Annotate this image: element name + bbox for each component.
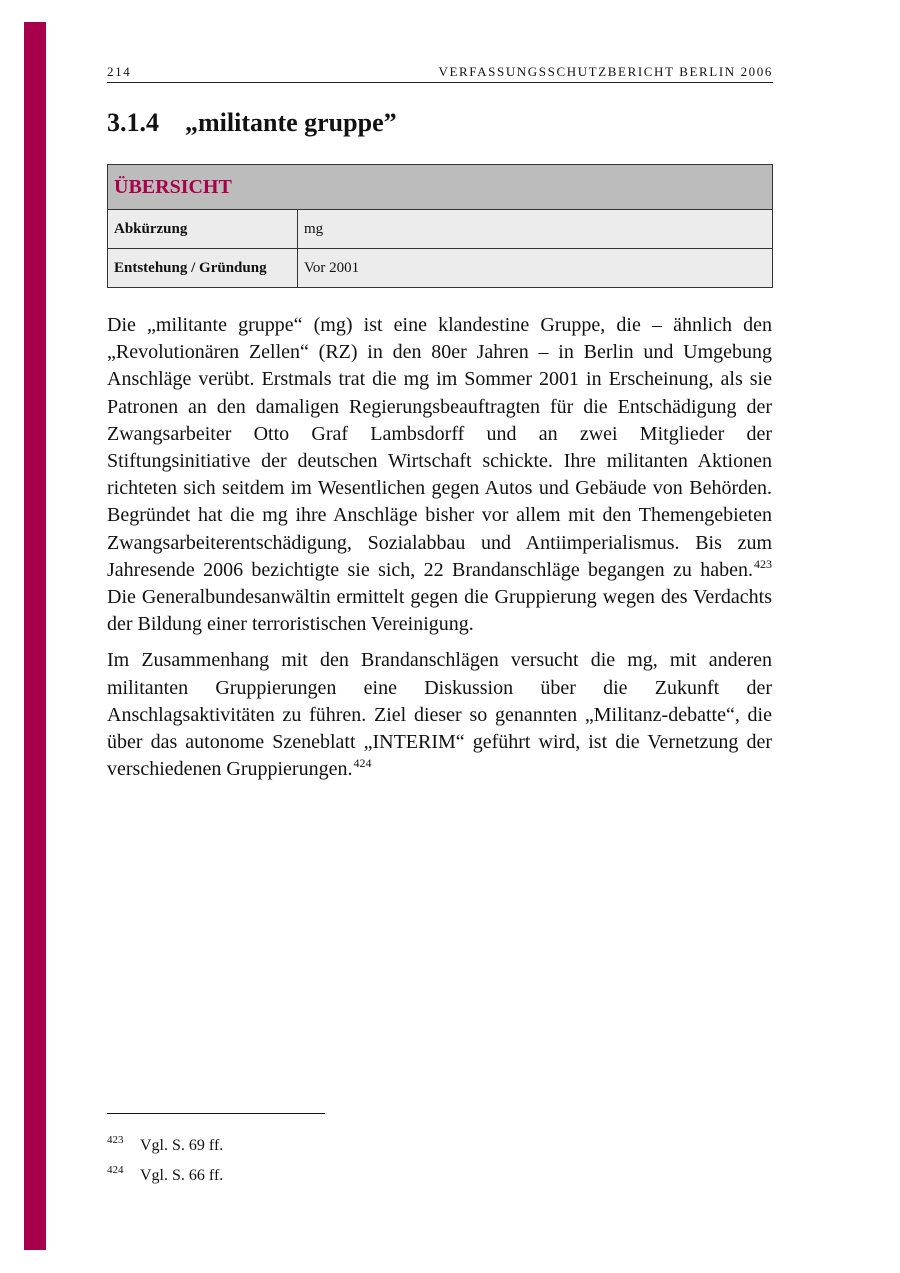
footnote-423: 423 Vgl. S. 69 ff.: [107, 1134, 224, 1154]
overview-value: mg: [304, 221, 324, 237]
footnote-424: 424 Vgl. S. 66 ff.: [107, 1164, 224, 1184]
page-number: 214: [107, 64, 132, 79]
footnote-text: Vgl. S. 69 ff.: [140, 1137, 224, 1154]
overview-table: [107, 164, 773, 288]
document-title: VERFASSUNGSSCHUTZBERICHT BERLIN 2006: [438, 64, 773, 79]
section-heading: [107, 108, 397, 138]
section-title: „militante gruppe”: [185, 108, 397, 137]
overview-value: Vor 2001: [304, 260, 360, 276]
footnote-text: Vgl. S. 66 ff.: [140, 1167, 224, 1184]
overview-row-founding: [108, 248, 772, 287]
section-number: 3.1.4: [107, 108, 159, 137]
margin-color-bar: [24, 22, 46, 1250]
overview-label: Abkürzung: [108, 210, 298, 248]
paragraph-1-tail: Die Generalbundesanwältin ermittelt gegen die Gruppierung wegen des Verdachts der Bildung einer terroristischen Vereinigung.: [107, 586, 772, 636]
body-text: [107, 312, 772, 792]
overview-row-abbreviation: [108, 210, 772, 248]
paragraph-2-text: Im Zusammenhang mit den Brandanschlägen versucht die mg, mit anderen militanten Gruppierungen eine Diskussion über die Zukunft der Anschlagsaktivitäten zu führen. Ziel dieser so genannten „Militanz-debatte“, die über das autonome Szeneblatt „INTERIM“ geführt wird, ist die Vernetzung der verschiedenen Gruppierungen.: [107, 649, 772, 781]
footnotes: [107, 1134, 223, 1194]
paragraph-2: [107, 647, 772, 783]
paragraph-1: [107, 312, 772, 638]
footnote-ref-424[interactable]: 424: [353, 756, 372, 771]
footnote-separator: [107, 1113, 325, 1114]
overview-heading: ÜBERSICHT: [108, 165, 772, 210]
paragraph-1-text: Die „militante gruppe“ (mg) ist eine klandestine Gruppe, die – ähnlich den „Revolutionären Zellen“ (RZ) in den 80er Jahren – in Berlin und Umgebung Anschläge verübt. Erstmals trat die mg im Sommer 2001 in Erscheinung, als sie Patronen an den damaligen Regierungsbeauftragten für die Entschädigung der Zwangsarbeiter Otto Graf Lambsdorff und an zwei Mitglieder der Stiftungsinitiative der deutschen Wirtschaft schickte. Ihre militanten Aktionen richteten sich seitdem im Wesentlichen gegen Autos und Gebäude von Behörden. Begründet hat die mg ihre Anschläge bisher vor allem mit den Themengebieten Zwangsarbeiterentschädigung, Sozialabbau und Antiimperialismus. Bis zum Jahresende 2006 bezichtigte sie sich, 22 Brandanschläge begangen zu haben.: [107, 314, 772, 581]
overview-label: Entstehung / Gründung: [108, 249, 298, 287]
running-header: [107, 62, 773, 83]
footnote-ref-423[interactable]: 423: [754, 556, 772, 571]
